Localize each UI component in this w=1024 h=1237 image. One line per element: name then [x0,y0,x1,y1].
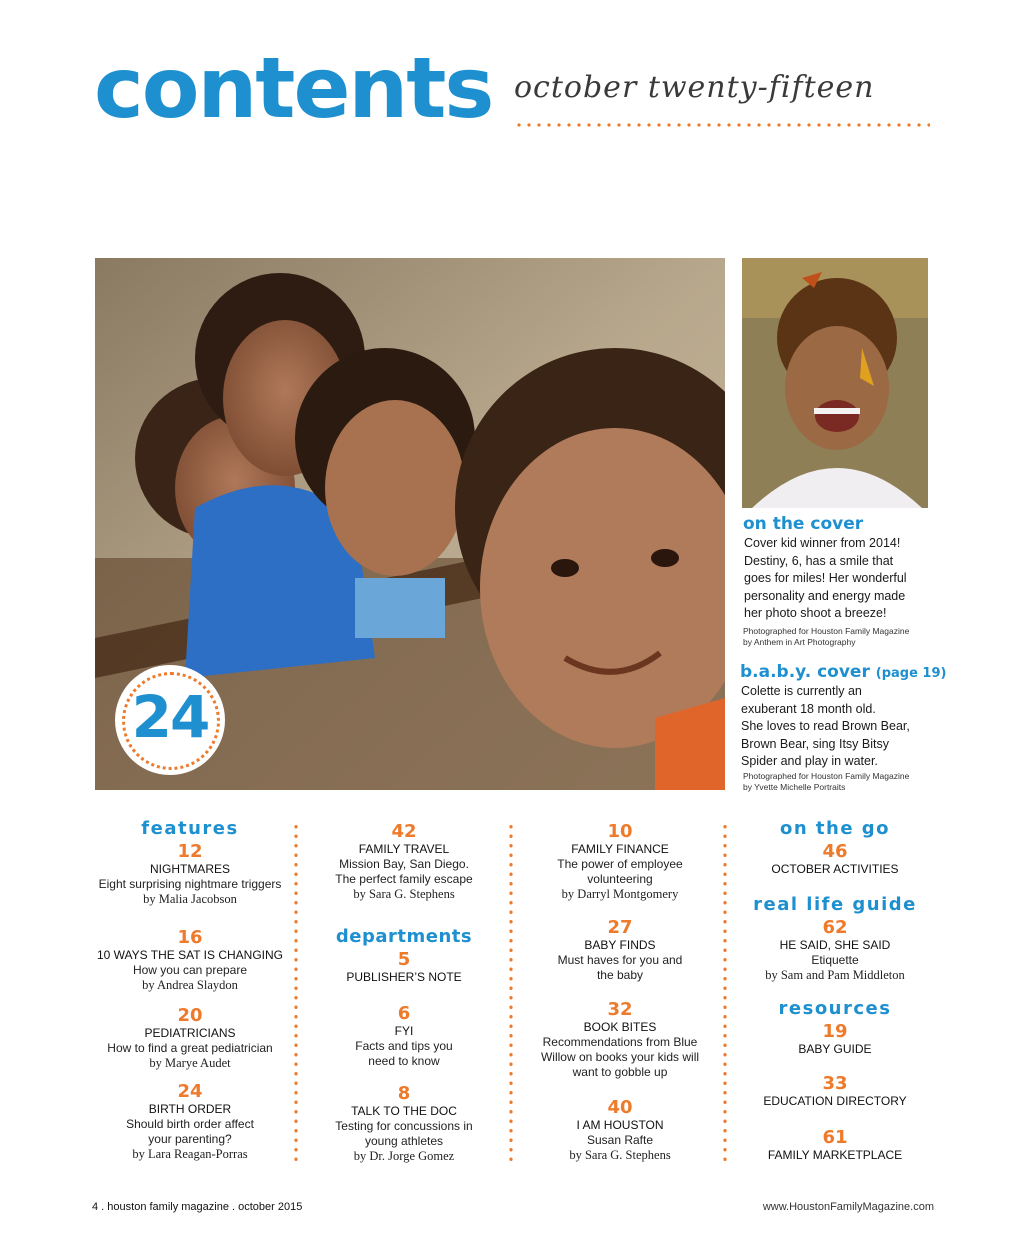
page-badge[interactable] [115,665,225,775]
entry-page: 32 [607,999,633,1020]
page-title: contents [94,39,493,137]
entry-title: NIGHTMARES [149,862,230,876]
entry-page: 62 [822,917,848,938]
on-cover-line: her photo shoot a breeze! [744,606,887,620]
entry-title: BABY FINDS [584,938,656,952]
on-cover-text [744,535,934,623]
features-column [92,818,288,1168]
entry-page: 19 [822,1021,848,1042]
baby-cover-heading [740,662,946,682]
toc-entry[interactable] [735,1074,935,1109]
column-divider [723,822,727,1162]
toc-entry[interactable] [520,1000,720,1080]
baby-cover-credit [743,771,909,793]
toc-entry[interactable] [305,950,503,985]
entry-author: by Sara G. Stephens [569,1148,671,1162]
entry-page: 5 [397,949,411,970]
entry-desc: Must haves for you and [557,953,683,967]
footer-folio: 4 . houston family magazine . october 2015 [92,1201,303,1213]
on-cover-heading: on the cover [743,514,864,534]
title-dotted-rule [514,122,930,128]
entry-desc: How you can prepare [132,963,248,977]
entry-author: by Andrea Slaydon [142,978,238,992]
entry-desc: young athletes [364,1134,444,1148]
on-cover-line: Destiny, 6, has a smile that [744,553,894,568]
entry-desc: the baby [596,968,644,982]
issue-date: october twenty-fifteen [514,70,875,105]
on-cover-line: personality and energy made [744,588,906,603]
entry-desc: The perfect family escape [335,872,473,886]
entry-author: by Dr. Jorge Gomez [353,1149,455,1163]
on-cover-credit [743,626,909,648]
entry-page: 46 [822,841,848,862]
column-4 [735,818,935,1168]
entry-page: 12 [177,841,203,862]
entry-desc: The power of employee [557,857,683,871]
entry-title: PUBLISHER’S NOTE [346,970,462,984]
entry-page: 42 [391,821,417,842]
toc-entry[interactable] [92,928,288,993]
baby-cover-page-ref[interactable]: (page 19) [875,666,947,681]
entry-page: 40 [607,1097,633,1118]
toc-entry[interactable] [92,1006,288,1071]
entry-title: OCTOBER ACTIVITIES [771,862,899,876]
on-cover-line: Cover kid winner from 2014! [744,536,901,550]
entry-page: 10 [607,821,633,842]
credit-line: by Anthem in Art Photography [743,637,856,647]
entry-desc: Should birth order affect [126,1117,254,1131]
entry-title: EDUCATION DIRECTORY [763,1094,907,1108]
entry-page: 8 [397,1083,411,1104]
entry-page: 33 [822,1073,848,1094]
entry-desc: Willow on books your kids will [540,1050,700,1064]
entry-title: PEDIATRICIANS [144,1026,236,1040]
toc-entry[interactable] [520,1098,720,1163]
column-2 [305,820,503,1170]
baby-cover-line: exuberant 18 month old. [741,701,876,716]
on-cover-line: goes for miles! Her wonderful [744,571,907,585]
credit-line: Photographed for Houston Family Magazine [743,771,910,781]
credit-line: Photographed for Houston Family Magazine [743,626,910,636]
entry-title: BIRTH ORDER [148,1102,232,1116]
entry-title: BOOK BITES [583,1020,657,1034]
entry-page: 24 [177,1081,203,1102]
resources-heading: resources [778,998,892,1019]
entry-page: 61 [822,1127,848,1148]
toc-entry[interactable] [305,1004,503,1069]
entry-desc: Eight surprising nightmare triggers [98,877,282,891]
entry-title: FYI [394,1024,414,1038]
entry-desc: Facts and tips you [355,1039,453,1053]
entry-desc: want to gobble up [572,1065,668,1079]
entry-desc: need to know [368,1054,440,1068]
entry-author: by Darryl Montgomery [561,887,679,901]
column-3 [520,820,720,1170]
entry-desc: Etiquette [811,953,859,967]
footer-website-link[interactable]: www.HoustonFamilyMagazine.com [762,1201,934,1213]
entry-author: by Lara Reagan-Porras [132,1147,248,1161]
entry-title: FAMILY MARKETPLACE [767,1148,903,1162]
entry-title: BABY GUIDE [798,1042,872,1056]
entry-title: 10 WAYS THE SAT IS CHANGING [96,948,284,962]
entry-desc: volunteering [587,872,653,886]
on-the-go-heading: on the go [779,818,891,839]
features-heading: features [141,818,239,839]
entry-desc: Susan Rafte [586,1133,654,1147]
baby-cover-text [741,683,931,771]
toc-entry[interactable] [520,918,720,983]
entry-title: FAMILY FINANCE [571,842,669,856]
departments-heading: departments [335,926,473,947]
entry-title: FAMILY TRAVEL [358,842,450,856]
toc-entry[interactable] [735,1128,935,1163]
badge-page-number: 24 [131,683,209,751]
toc-entry[interactable] [92,842,288,907]
entry-title: TALK TO THE DOC [351,1104,457,1118]
toc-entry[interactable] [735,842,935,877]
entry-author: by Sara G. Stephens [353,887,455,901]
real-life-guide-heading: real life guide [753,894,917,915]
entry-page: 20 [177,1005,203,1026]
baby-cover-line: Brown Bear, sing Itsy Bitsy [741,736,889,751]
entry-title: HE SAID, SHE SAID [779,938,891,952]
entry-author: by Marye Audet [149,1056,231,1070]
entry-author: by Sam and Pam Middleton [765,968,905,982]
toc-entry[interactable] [735,918,935,983]
column-divider [509,822,513,1162]
baby-cover-line: Colette is currently an [741,684,862,698]
baby-cover-line: Spider and play in water. [741,754,878,768]
credit-line: by Yvette Michelle Portraits [743,782,846,792]
entry-desc: your parenting? [148,1132,232,1146]
entry-desc: Recommendations from Blue [542,1035,698,1049]
toc-entry[interactable] [305,822,503,902]
entry-page: 6 [397,1003,411,1024]
toc-entry[interactable] [305,1084,503,1164]
entry-page: 27 [607,917,633,938]
entry-desc: Mission Bay, San Diego. [339,857,469,871]
baby-cover-title: b.a.b.y. cover [740,662,870,682]
entry-title: I AM HOUSTON [576,1118,664,1132]
entry-desc: Testing for concussions in [335,1119,473,1133]
cover-photo-destiny [742,258,928,508]
toc-entry[interactable] [520,822,720,902]
entry-author: by Malia Jacobson [143,892,237,906]
column-divider [294,822,298,1162]
toc-entry[interactable] [92,1082,288,1162]
baby-cover-line: She loves to read Brown Bear, [741,719,910,733]
entry-page: 16 [177,927,203,948]
entry-desc: How to find a great pediatrician [107,1041,273,1055]
toc-entry[interactable] [735,1022,935,1057]
